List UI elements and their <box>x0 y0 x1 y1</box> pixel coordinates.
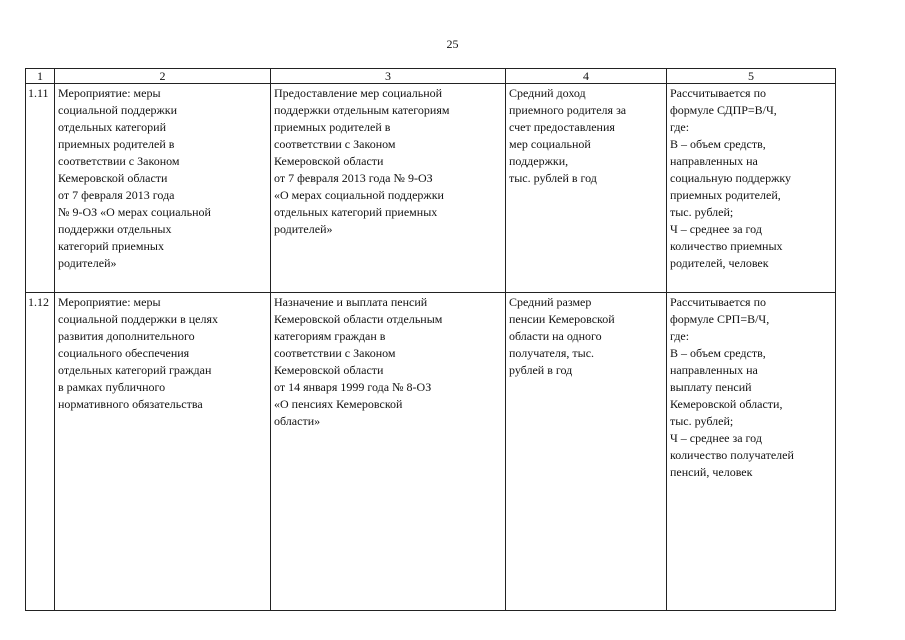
row-number-cell: 1.12 <box>26 293 55 611</box>
indicators-table <box>25 68 836 611</box>
header-cell-4: 4 <box>506 69 667 84</box>
header-cell-2: 2 <box>55 69 271 84</box>
formula-cell: Рассчитывается по формуле СРП=В/Ч, где: В – объем средств, направленных на выплату пенсий Кемеровской области, тыс. рублей; Ч – среднее за год количество получателей пенсий, человек <box>667 293 836 611</box>
row-number-cell: 1.11 <box>26 84 55 293</box>
header-cell-1: 1 <box>26 69 55 84</box>
description-cell: Назначение и выплата пенсий Кемеровской области отдельным категориям граждан в соответствии с Законом Кемеровской области от 14 января 1999 года № 8-ОЗ «О пенсиях Кемеровской области» <box>271 293 506 611</box>
table-row <box>26 84 836 293</box>
event-cell: Мероприятие: меры социальной поддержки в целях развития дополнительного социального обеспечения отдельных категорий граждан в рамках публичного нормативного обязательства <box>55 293 271 611</box>
indicator-cell: Средний доход приемного родителя за счет предоставления мер социальной поддержки, тыс. рублей в год <box>506 84 667 293</box>
indicator-cell: Средний размер пенсии Кемеровской области на одного получателя, тыс. рублей в год <box>506 293 667 611</box>
formula-cell: Рассчитывается по формуле СДПР=В/Ч, где: В – объем средств, направленных на социальную поддержку приемных родителей, тыс. рублей; Ч – среднее за год количество приемных родителей, человек <box>667 84 836 293</box>
page-number: 25 <box>446 37 459 51</box>
event-cell: Мероприятие: меры социальной поддержки отдельных категорий приемных родителей в соответствии с Законом Кемеровской области от 7 февраля 2013 года № 9-ОЗ «О мерах социальной поддержки отдельных категорий приемных родителей» <box>55 84 271 293</box>
description-cell: Предоставление мер социальной поддержки отдельным категориям приемных родителей в соответствии с Законом Кемеровской области от 7 февраля 2013 года № 9-ОЗ «О мерах социальной поддержки отдельных категорий приемных родителей» <box>271 84 506 293</box>
table-row <box>26 293 836 611</box>
header-cell-3: 3 <box>271 69 506 84</box>
table-header-row <box>26 69 836 84</box>
header-cell-5: 5 <box>667 69 836 84</box>
